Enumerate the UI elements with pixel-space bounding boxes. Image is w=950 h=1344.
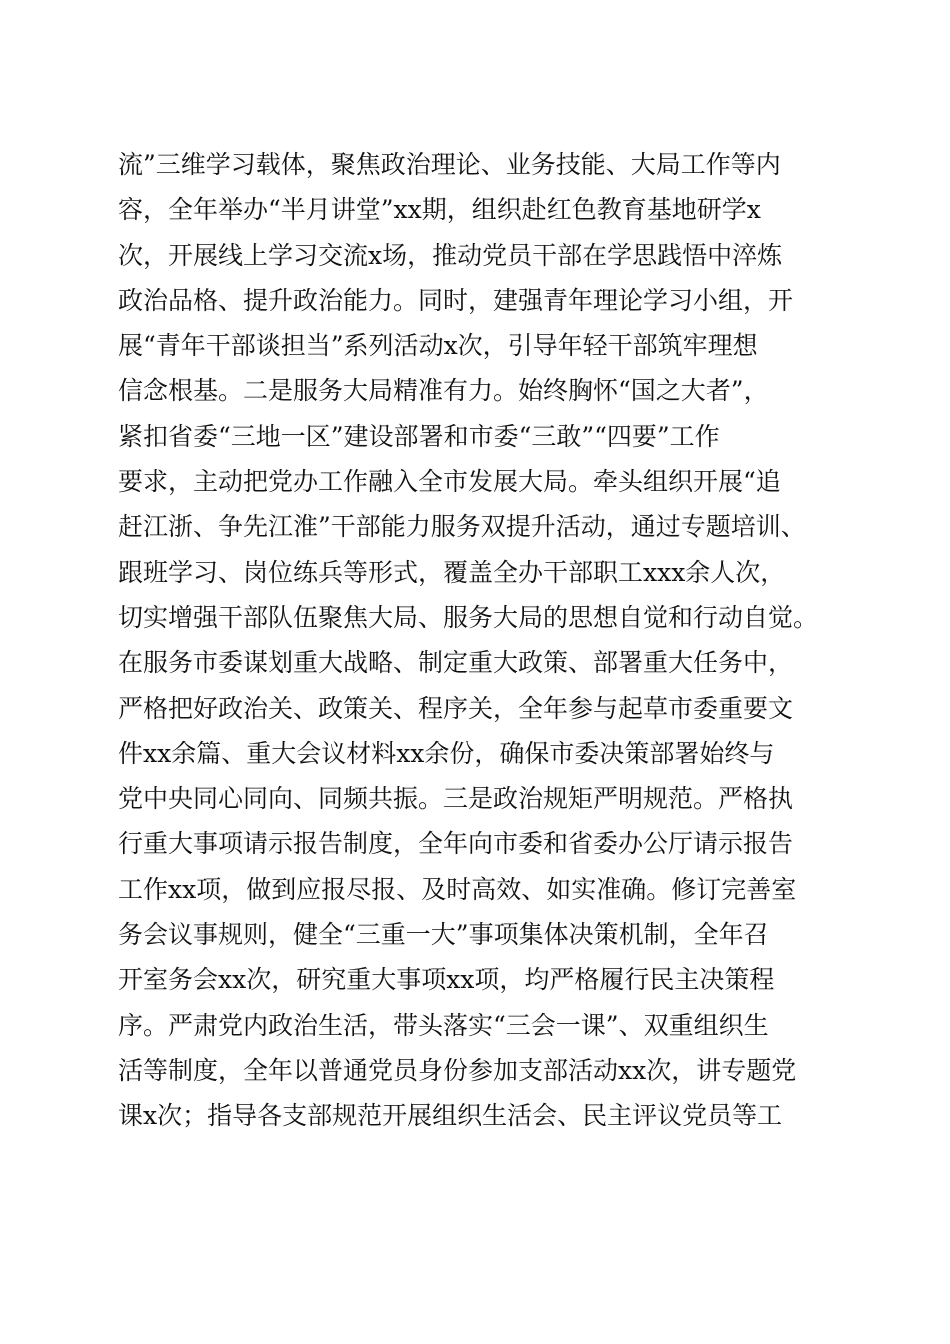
text-line: 课x次；指导各支部规范开展组织生活会、民主评议党员等工 (118, 1101, 783, 1131)
text-line: 严格把好政治关、政策关、程序关，全年参与起草市委重要文 (118, 693, 794, 723)
text-line: 容，全年举办“半月讲堂”xx期，组织赴红色教育基地研学x (118, 195, 761, 225)
text-line: 件xx余篇、重大会议材料xx余份，确保市委决策部署始终与 (118, 738, 775, 768)
text-line: 切实增强干部队伍聚焦大局、服务大局的思想自觉和行动自觉。 (118, 602, 819, 632)
text-line: 次，开展线上学习交流x场，推动党员干部在学思践悟中淬炼 (118, 240, 783, 270)
text-line: 展“青年干部谈担当”系列活动x次，引导年轻干部筑牢理想 (118, 331, 758, 361)
text-line: 紧扣省委“三地一区”建设部署和市委“三敢”“四要”工作 (118, 421, 720, 451)
text-line: 务会议事规则，健全“三重一大”事项集体决策机制，全年召 (118, 920, 769, 950)
text-line: 开室务会xx次，研究重大事项xx项，均严格履行民主决策程 (118, 965, 775, 995)
body-text (118, 142, 838, 1139)
text-line: 序。严肃党内政治生活，带头落实“三会一课”、双重组织生 (118, 1010, 769, 1040)
text-line: 要求，主动把党办工作融入全市发展大局。牵头组织开展“追 (118, 467, 781, 497)
text-line: 工作xx项，做到应报尽报、及时高效、如实准确。修订完善室 (118, 874, 797, 904)
text-line: 流”三维学习载体，聚焦政治理论、业务技能、大局工作等内 (118, 150, 781, 179)
text-line: 行重大事项请示报告制度，全年向市委和省委办公厅请示报告 (118, 829, 794, 859)
text-line: 党中央同心同向、同频共振。三是政治规矩严明规范。严格执 (118, 784, 794, 814)
text-line: 在服务市委谋划重大战略、制定重大政策、部署重大任务中， (118, 648, 794, 678)
text-line: 政治品格、提升政治能力。同时，建强青年理论学习小组，开 (118, 285, 794, 315)
text-line: 信念根基。二是服务大局精准有力。始终胸怀“国之大者”， (118, 376, 769, 406)
text-line: 活等制度，全年以普通党员身份参加支部活动xx次，讲专题党 (118, 1055, 797, 1085)
text-line: 跟班学习、岗位练兵等形式，覆盖全办干部职工xxx余人次， (118, 557, 786, 587)
text-line: 赶江浙、争先江淮”干部能力服务双提升活动，通过专题培训、 (118, 512, 806, 542)
